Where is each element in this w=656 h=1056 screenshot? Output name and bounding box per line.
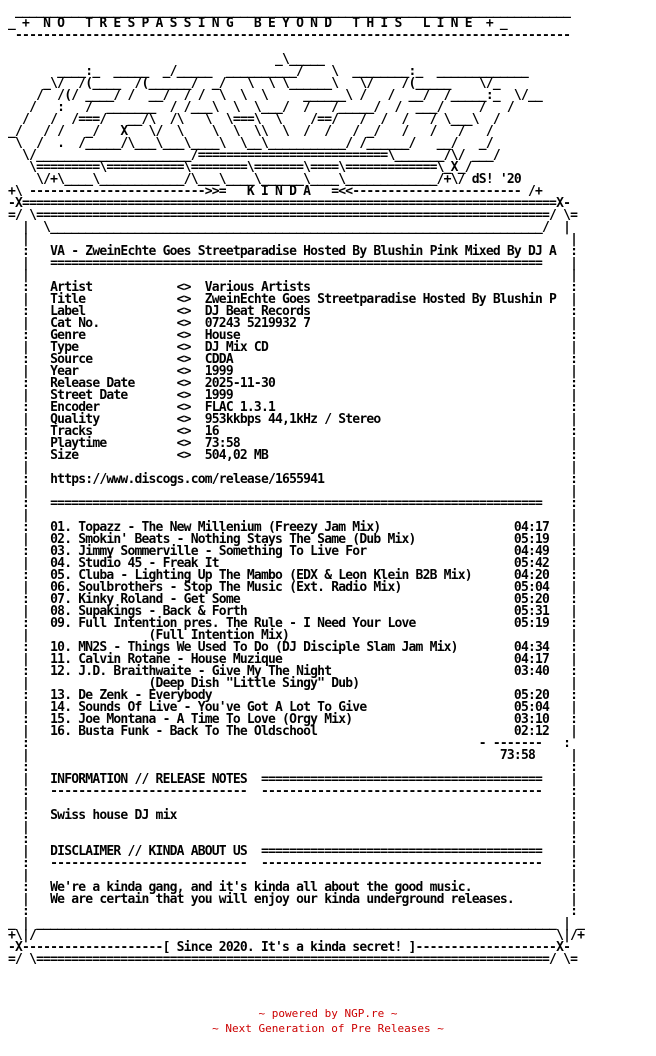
footer	[0, 1006, 656, 1036]
nfo-art-text: _______________________________________________________________________________ _ + N O T R E S P A S S I N G B E Y O N D T H I S L I N E + _ ------------------------------------------------------------------------------- _\_____ ____:_ _____ _/_____ __________/ \ ________:_ _____________ _\/ /(____ /(______/ _/ \ \ \______\ \/ /(_____ \/_ / /(/ ____/ / __/ / / \ \ \ ______\ / / __/ /_____:_ \/__ / : / _______ / /___\ \ \___/ / /_____/ / ___/ / / / / /===/ __/\ /\ \ \===\ \ /==/ / / / / \___\ / _/ / / _/ X \/ \ \ \ \\ \ / / / _/ / / / / \ / . /_____/\___\___\____\ \__\___________/ /______/ __/ _/ \/______________________/===========================\_______/\/ ___/ \=========\===========\========\=======\====\=============\_X_/ \/+\____\____________/\___\____\______\____\_____________/+\/ dS! '20 +\ ------------------------->>= K I N D A =<<------------------------ /+ -X============================================================================X- =/ \=========================================================================/ \= | \______________________________________________________________________/ | | | : VA - ZweinEchte Goes Streetparadise Hosted By Blushin Pink Mixed By DJ A : | ====================================================================== | | | : Artist <> Various Artists : | Title <> ZweinEchte Goes Streetparadise Hosted By Blushin P | : Label <> DJ Beat Records : | Cat No. <> 07243 5219932 7 | : Genre <> House : | Type <> DJ Mix CD | : Source <> CDDA : | Year <> 1999 | : Release Date <> 2025-11-30 : | Street Date <> 1999 | : Encoder <> FLAC 1.3.1 : | Quality <> 953kkbps 44,1kHz / Stereo | : Tracks <> 16 : | Playtime <> 73:58 | : Size <> 504,02 MB : | | : https://www.discogs.com/release/1655941 : | | : ====================================================================== : | | : 01. Topazz - The New Millenium (Freezy Jam Mix) 04:17 : | 02. Smokin' Beats - Nothing Stays The Same (Dub Mix) 05:19 | : 03. Jimmy Sommerville - Something To Live For 04:49 : | 04. Studio 45 - Freak It 05:42 | : 05. Cluba - Lighting Up The Mambo (EDX & Leon Klein B2B Mix) 04:20 : | 06. Soulbrothers - Stop The Music (Ext. Radio Mix) 05:04 | : 07. Kinky Roland - Get Some 05:20 : | 08. Supakings - Back & Forth 05:31 | : 09. Full Intention pres. The Rule - I Need Your Love 05:19 : | (Full Intention Mix) | : 10. MN2S - Things We Used To Do (DJ Disciple Slam Jam Mix) 04:34 : | 11. Calvin Rotane - House Muzique 04:17 | : 12. J.D. Braithwaite - Give My The Night 03:40 : | (Deep Dish "Little Singy" Dub) | : 13. De Zenk - Everybody 05:20 : | 14. Sounds Of Live - You've Got A Lot To Give 05:04 | : 15. Joe Montana - A Time To Love (Orgy Mix) 03:10 : | 16. Busta Funk - Back To The Oldschool 02:12 | : - ------- : | 73:58 | : : | INFORMATION // RELEASE NOTES ======================================== | : ---------------------------- ---------------------------------------- : | | : Swiss house DJ mix : | | : : | DISCLAIMER // KINDA ABOUT US ======================================== | : ---------------------------- ---------------------------------------- : | | : We're a kinda gang, and it's kinda all about the good music. : | We are certain that you will enjoy our kinda underground releases. | : : _ | __________________________________________________________________________ | _ +\|/ \|/+ -X--------------------[ Since 2020. It's a kinda secret! ]--------------------X- =/ \=========================================================================/ \=	[8, 4, 585, 967]
footer-powered-by[interactable]: ~ powered by NGP.re ~	[258, 1007, 398, 1020]
footer-tagline: ~ Next Generation of Pre Releases ~	[212, 1022, 444, 1035]
